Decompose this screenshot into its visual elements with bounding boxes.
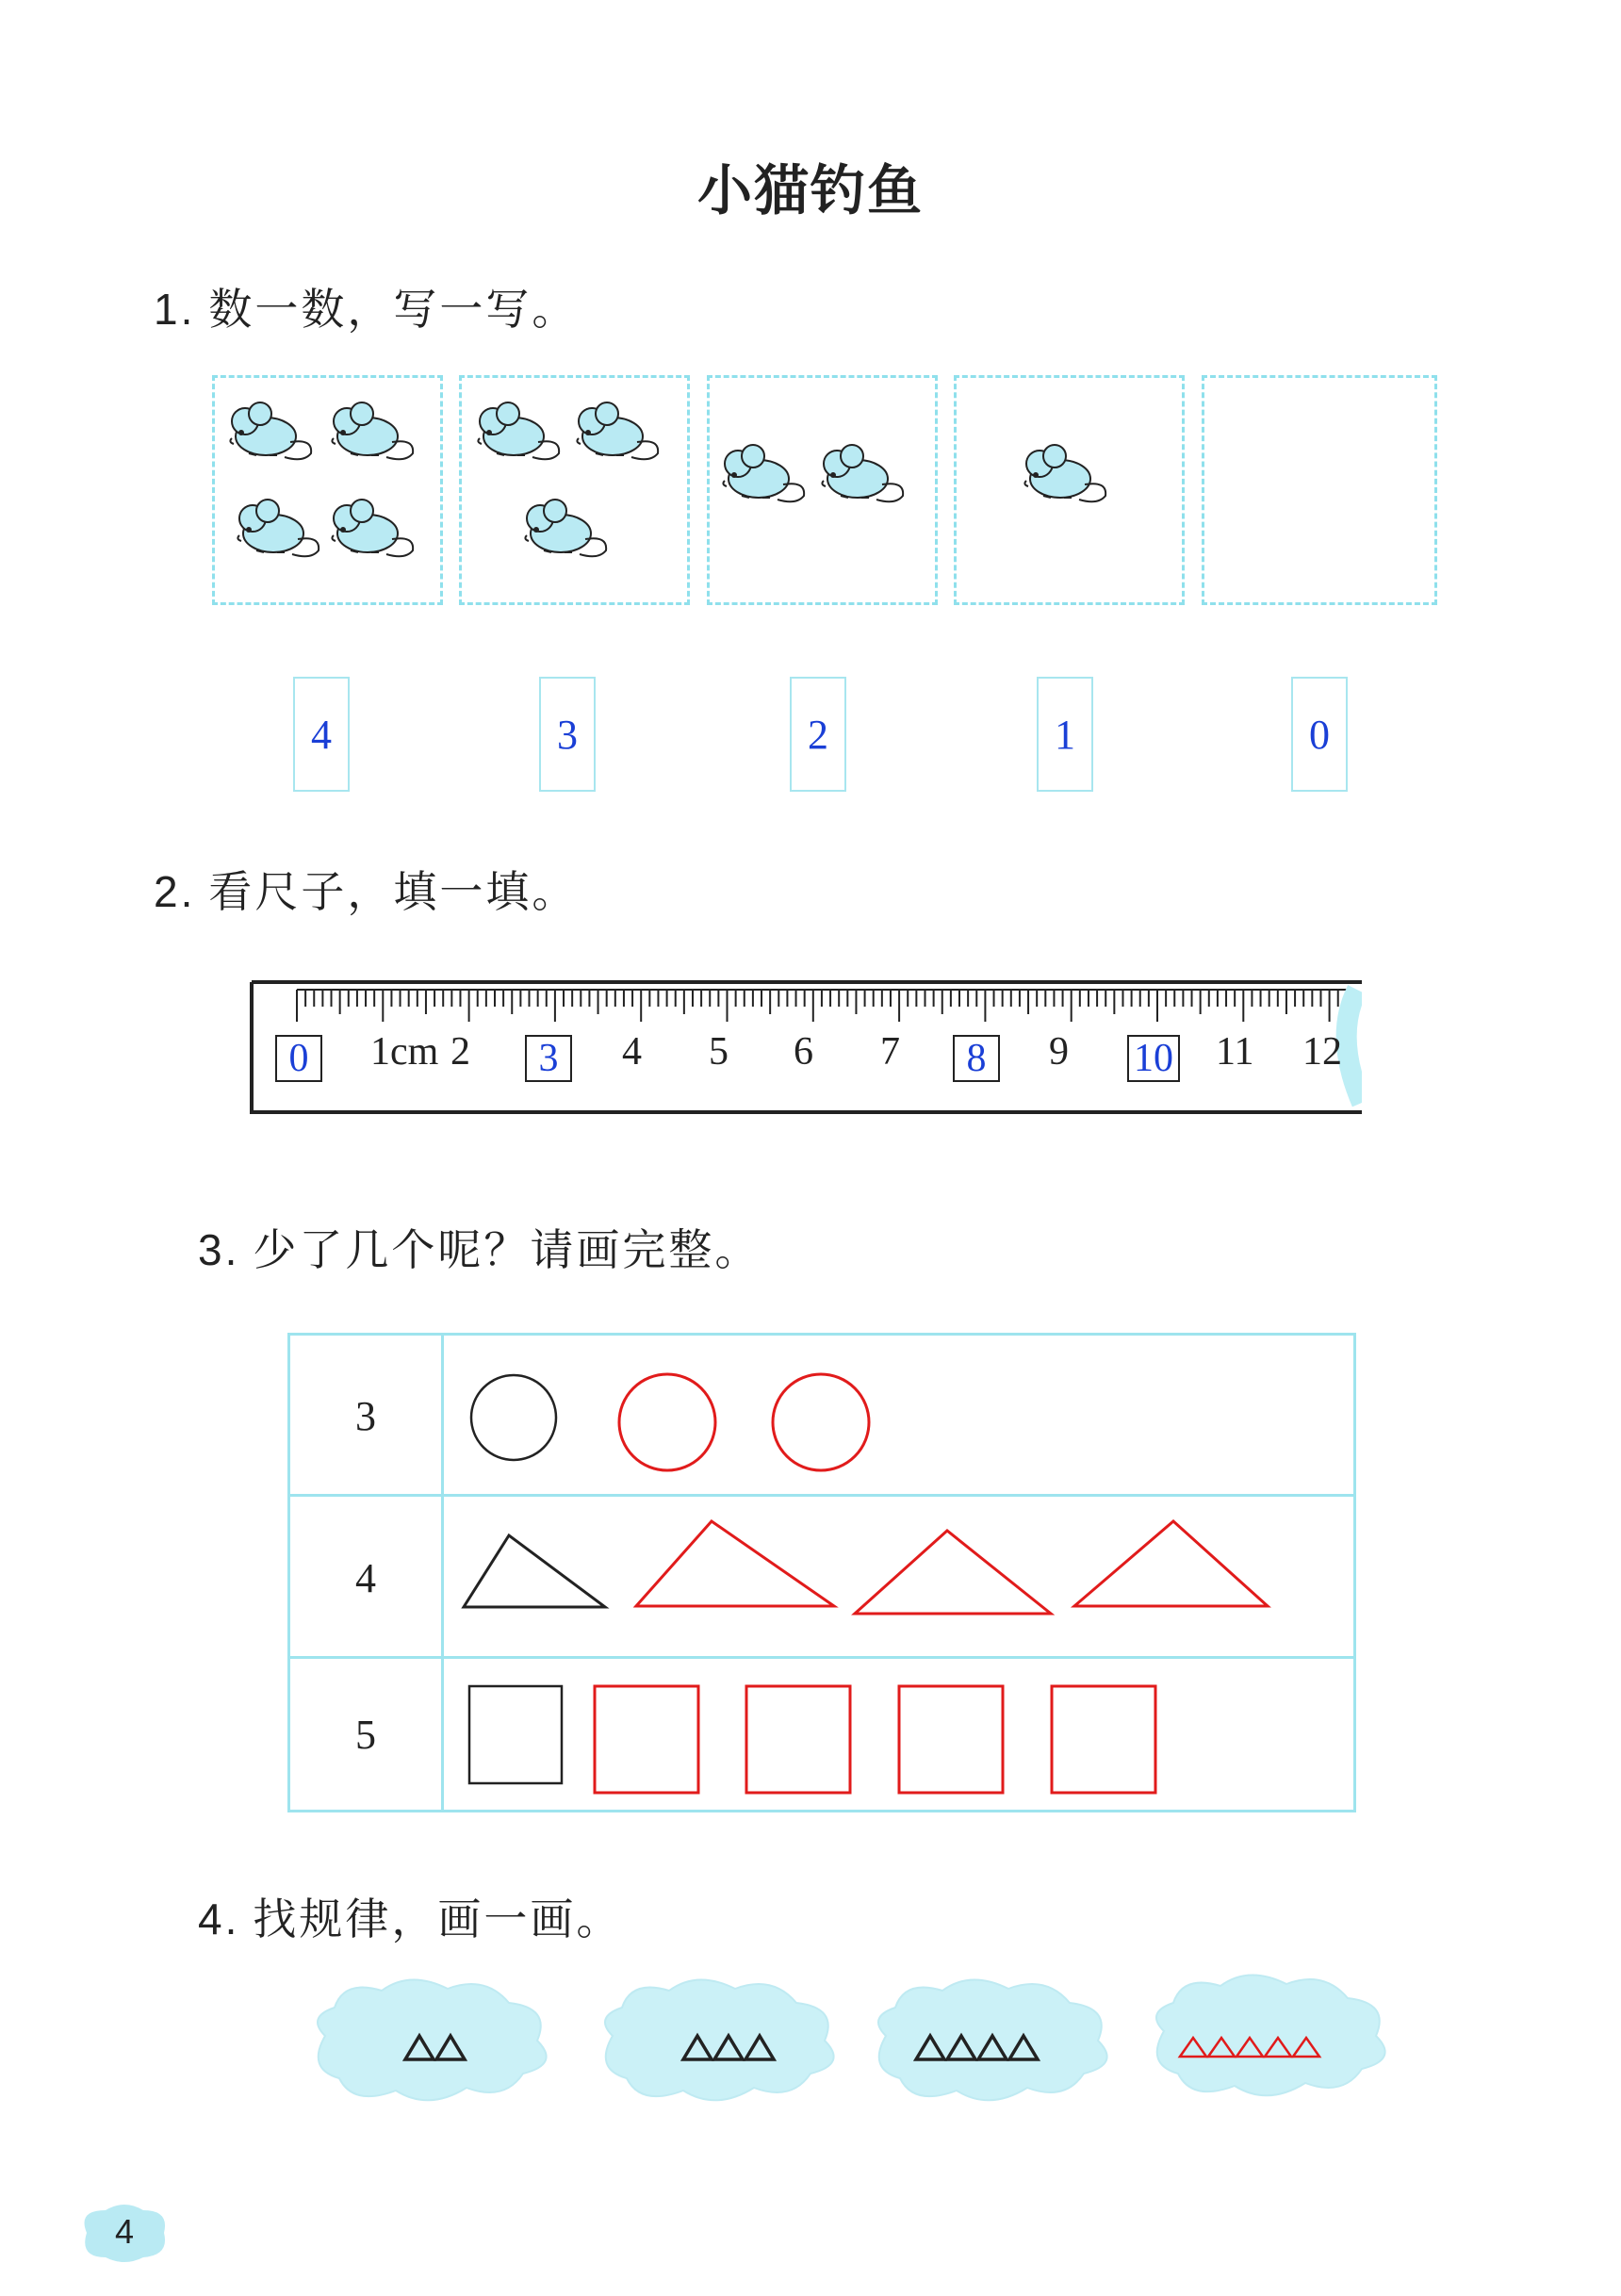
row-count: 4 [355,1555,376,1601]
ruler-label: 12 [1302,1030,1342,1074]
ruler-answer-0[interactable]: 0 [275,1035,322,1082]
given-circle [471,1375,556,1460]
drawn-square [1052,1686,1155,1793]
row-count: 5 [355,1712,376,1758]
drawn-square [899,1686,1003,1793]
question-number: 2. [154,867,196,916]
question-number: 3. [198,1225,240,1274]
drawn-triangle [855,1531,1051,1614]
count-answer-1[interactable]: 4 [293,677,350,792]
count-answer-4[interactable]: 1 [1037,677,1093,792]
page-title: 小猫钓鱼 [696,158,924,222]
ruler-label: 7 [880,1030,900,1074]
ruler-label: 1cm [370,1030,439,1074]
question-3 [198,1216,761,1278]
mice-box-2 [459,375,690,605]
question-number: 1. [154,285,196,334]
shapes-drawing [287,1333,1356,1812]
mice-box-4 [954,375,1185,605]
question-text: 找规律，画一画。 [253,1894,623,1944]
count-answer-2[interactable]: 3 [539,677,596,792]
ruler-answer-10[interactable]: 10 [1127,1035,1180,1082]
count-answer-5[interactable]: 0 [1291,677,1348,792]
mice-box-3 [707,375,938,605]
ruler-label: 11 [1216,1030,1254,1074]
drawn-square [746,1686,850,1793]
cloud-2 [605,1979,834,2100]
ruler-label: 5 [709,1030,729,1074]
given-triangle [464,1535,605,1607]
cloud-3 [878,1979,1107,2100]
drawn-square [595,1686,698,1793]
question-number: 4. [198,1894,240,1943]
ruler-answer-3[interactable]: 3 [525,1035,572,1082]
row-count: 3 [355,1393,376,1439]
question-2 [154,858,578,920]
ruler-label: 6 [794,1030,813,1074]
pattern-clouds [302,1970,1414,2121]
ruler-label: 9 [1049,1030,1069,1074]
ruler-answer-8[interactable]: 8 [953,1035,1000,1082]
question-1 [154,275,578,337]
question-4 [198,1885,622,1947]
ruler-label: 4 [622,1030,642,1074]
drawn-circle [619,1374,715,1470]
cloud-1 [318,1979,547,2100]
drawn-circle [773,1374,869,1470]
given-square [469,1686,562,1783]
cloud-4 [1156,1975,1385,2095]
ruler-label: 2 [450,1030,470,1074]
drawn-triangle [636,1521,834,1606]
question-text: 数一数，写一写。 [208,284,579,335]
page-number: 4 [114,2212,135,2251]
mice-box-5 [1202,375,1437,605]
question-text: 少了几个呢？请画完整。 [253,1224,761,1275]
mice-box-1 [212,375,443,605]
question-text: 看尺子，填一填。 [208,866,579,917]
count-answer-3[interactable]: 2 [790,677,846,792]
drawn-triangle [1074,1521,1268,1606]
